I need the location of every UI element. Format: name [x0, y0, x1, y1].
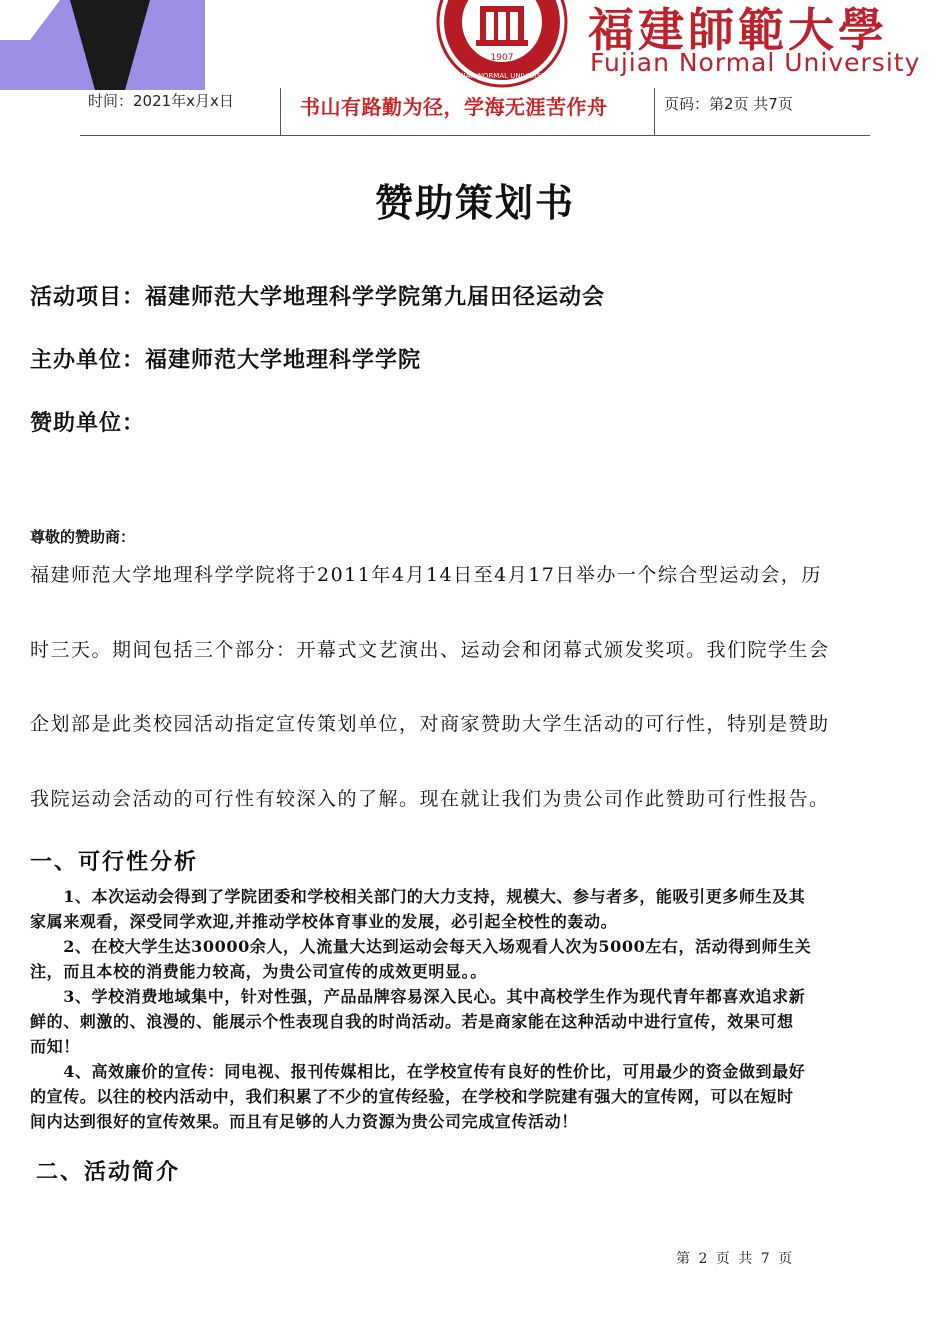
feasibility-line: 而知！ — [30, 1037, 80, 1056]
header-page-number: 页码：第2页 共7页 — [664, 95, 793, 113]
header-motto: 书山有路勤为径，学海无涯苦作舟 — [300, 95, 608, 119]
feasibility-line: 间内达到很好的宣传效果。而且有足够的人力资源为贵公司完成宣传活动！ — [30, 1112, 578, 1131]
intro-line: 我院运动会活动的可行性有较深入的了解。现在就让我们为贵公司作此赞助可行性报告。 — [30, 788, 830, 810]
feasibility-line: 2、在校大学生达30000余人，人流量大达到运动会每天入场观看人次为5000左右，活动得到师生关 — [30, 937, 812, 956]
university-name-cn: 福建師範大學 — [588, 3, 888, 57]
seal-text: FUJIAN NORMAL UNIVERSITY — [452, 72, 552, 80]
feasibility-line: 3、学校消费地域集中，针对性强，产品品牌容易深入民心。其中高校学生作为现代青年都喜欢追求新 — [30, 987, 806, 1006]
field-sponsor: 赞助单位： — [30, 410, 146, 436]
university-name-en: Fujian Normal University — [590, 48, 921, 77]
feasibility-line: 1、本次运动会得到了学院团委和学校相关部门的大力支持，规模大、参与者多，能吸引更多师生及其 — [30, 887, 806, 906]
greeting: 尊敬的赞助商： — [30, 528, 136, 546]
field-organizer: 主办单位：福建师范大学地理科学学院 — [30, 347, 422, 373]
document-title: 赞助策划书 — [374, 180, 575, 225]
seal-year: 1907 — [490, 53, 514, 63]
corner-decoration — [0, 0, 205, 90]
field-activity-project: 活动项目：福建师范大学地理科学学院第九届田径运动会 — [30, 284, 606, 310]
intro-line: 时三天。期间包括三个部分：开幕式文艺演出、运动会和闭幕式颁发奖项。我们院学生会 — [30, 639, 830, 661]
feasibility-line: 注，而且本校的消费能力较高，为贵公司宣传的成效更明显。。 — [30, 962, 487, 981]
intro-line: 福建师范大学地理科学学院将于2011年4月14日至4月17日举办一个综合型运动会，历 — [30, 564, 822, 586]
section-feasibility-title: 一、可行性分析 — [30, 849, 199, 875]
feasibility-line: 家属来观看，深受同学欢迎,并推动学校体育事业的发展，必引起全校性的轰动。 — [30, 912, 618, 931]
header-divider-left — [280, 88, 281, 136]
section-activity-intro-title: 二、活动简介 — [36, 1159, 181, 1185]
feasibility-line: 的宣传。以往的校内活动中，我们积累了不少的宣传经验，在学校和学院建有强大的宣传网，可以在短时 — [30, 1087, 794, 1106]
feasibility-line: 4、高效廉价的宣传：同电视、报刊传媒相比，在学校宣传有良好的性价比，可用最少的资金做到最好 — [30, 1062, 806, 1081]
feasibility-line: 鲜的、刺激的、浪漫的、能展示个性表现自我的时尚活动。若是商家能在这种活动中进行宣传，效果可想 — [30, 1012, 794, 1031]
header-date: 时间：2021年x月x日 — [88, 92, 234, 110]
footer-page-number: 第 2 页 共 7 页 — [676, 1251, 795, 1267]
header-divider-right — [654, 88, 655, 136]
university-seal-logo — [436, 0, 568, 88]
header-rule — [80, 135, 870, 136]
intro-line: 企划部是此类校园活动指定宣传策划单位，对商家赞助大学生活动的可行性，特别是赞助 — [30, 713, 830, 735]
